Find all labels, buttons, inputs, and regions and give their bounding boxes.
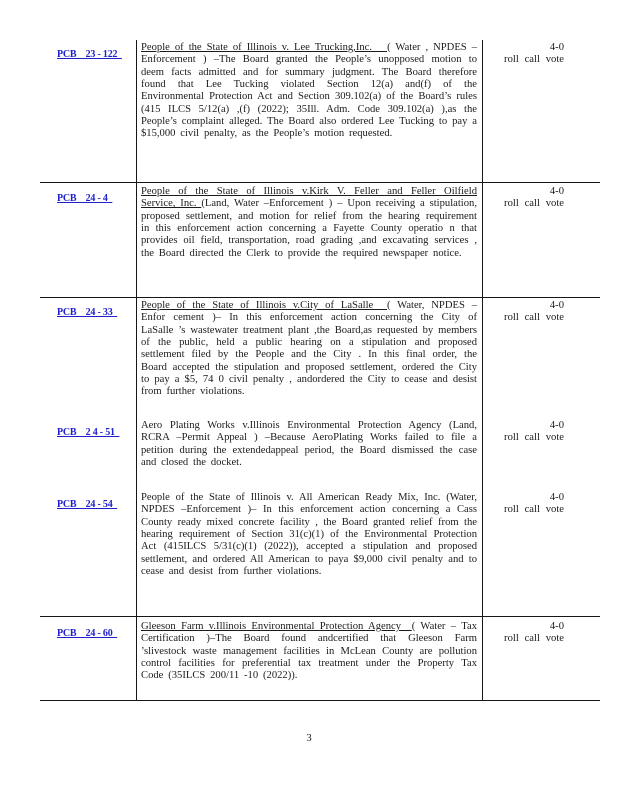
case-title: People of the State of Illinois v.City of LaSalle bbox=[141, 300, 387, 311]
case-number-link[interactable]: PCB 24 - 54 bbox=[57, 499, 118, 510]
vote-cell bbox=[482, 420, 600, 445]
case-summary bbox=[136, 420, 482, 469]
vote-count: 4-0 bbox=[549, 492, 564, 503]
vote-count: 4-0 bbox=[549, 300, 564, 311]
vote-count: 4-0 bbox=[549, 42, 564, 53]
vote-type: roll call vote bbox=[504, 633, 564, 645]
vote-count: 4-0 bbox=[549, 621, 564, 632]
docket-row bbox=[40, 42, 600, 141]
vote-type: roll call vote bbox=[504, 54, 564, 66]
row-separator-line bbox=[40, 616, 600, 617]
table-bottom-line bbox=[40, 700, 600, 701]
docket-row bbox=[40, 186, 600, 260]
case-number-link[interactable]: PCB 24 - 4 bbox=[57, 193, 113, 204]
case-body: People of the State of Illinois v. All American Ready Mix, Inc. (Water, NPDES –Enforcement )– In this enforcement action concerning a Cass County ready mixed concrete facility , the Board granted relief from the hearing requirement of Section 31(c)(1) of the Environmental Protection Act (415ILCS 5/31(c)(1) (2022)), accepted a stipulation and proposed settlement, and ordered All American to paya $9,000 civil penalty and to cease and desist from further violations. bbox=[141, 492, 477, 578]
case-number-link[interactable]: PCB 23 - 122 bbox=[57, 49, 122, 60]
case-summary bbox=[136, 186, 482, 260]
case-body: Aero Plating Works v.Illinois Environmental Protection Agency (Land, RCRA –Permit Appeal ) –Because AeroPlating Works failed to file a petition during the extendedappeal period, the Board dismissed the case and closed the docket. bbox=[141, 420, 477, 469]
vote-type: roll call vote bbox=[504, 198, 564, 210]
page-number: 3 bbox=[306, 733, 312, 744]
row-separator-line bbox=[40, 182, 600, 183]
case-summary bbox=[136, 42, 482, 141]
vote-cell bbox=[482, 42, 600, 67]
vote-type: roll call vote bbox=[504, 432, 564, 444]
docket-row bbox=[40, 621, 600, 683]
vote-count: 4-0 bbox=[549, 186, 564, 197]
case-number-link[interactable]: PCB 2 4 - 51 bbox=[57, 427, 120, 438]
row-separator-line bbox=[40, 297, 600, 298]
case-title: Gleeson Farm v.Illinois Environmental Protection Agency bbox=[141, 621, 412, 632]
vote-cell bbox=[482, 300, 600, 325]
case-number-link[interactable]: PCB 24 - 33 bbox=[57, 307, 118, 318]
vote-type: roll call vote bbox=[504, 312, 564, 324]
case-summary bbox=[136, 492, 482, 578]
case-body: (Land, Water –Enforcement ) – Upon receiving a stipulation, proposed settlement, and motion for relief from the hearing requirement in this enforcement action concerning a Fayette County operatio n that provides oil field, transportation, road grading ,and excavating services , the Board directed the Clerk to provide the required newspaper notice. bbox=[141, 198, 477, 259]
vote-type: roll call vote bbox=[504, 504, 564, 516]
vote-cell bbox=[482, 186, 600, 211]
case-title: People of the State of Illinois v. Lee Trucking,Inc. bbox=[141, 42, 388, 53]
docket-row bbox=[40, 492, 600, 578]
case-number-link[interactable]: PCB 24 - 60 bbox=[57, 628, 118, 639]
docket-row bbox=[40, 300, 600, 399]
case-summary bbox=[136, 300, 482, 399]
vote-cell bbox=[482, 621, 600, 646]
vote-count: 4-0 bbox=[549, 420, 564, 431]
vote-cell bbox=[482, 492, 600, 517]
case-body: ( Water – Tax Certification )–The Board found andcertified that Gleeson Farm ’slivestock waste management facilities in McLean County are pollution control facilities for preferential tax treatment under the Property Tax Code (35ILCS 200/11 -10 (2022)). bbox=[141, 621, 477, 682]
case-body: ( Water, NPDES – Enfor cement )– In this enforcement action concerning the City of LaSalle ’s wastewater treatment plant ,the Board,as requested by members of the public, held a public hearing on a stipulation and proposed settlement filed by the People and the City . In this final order, the Board accepted the stipulation and proposed settlement, ordered the City to pay a $5, 74 0 civil penalty , andordered the City to cease and desist from further violations. bbox=[141, 300, 478, 398]
case-title: People of the State of Illinois v.Kirk V. Feller and Feller Oilfield Service, Inc. bbox=[141, 186, 477, 210]
case-body: ( Water , NPDES –Enforcement ) –The Board granted the People’s unopposed motion to deem facts admitted and for summary judgment. The Board therefore found that Lee Tucking violated Section 12(a) and(f) of the Environmental Protection Act and Section 309.102(a) of the Board’s rules (415 ILCS 5/12(a) ,(f) (2022); 35Ill. Adm. Code 309.102(a) ),as the People’s complaint alleged. The Board also ordered Lee Tucking to pay a $15,000 civil penalty, as the People’s motion requested. bbox=[141, 42, 477, 140]
case-summary bbox=[136, 621, 482, 683]
docket-row bbox=[40, 420, 600, 469]
